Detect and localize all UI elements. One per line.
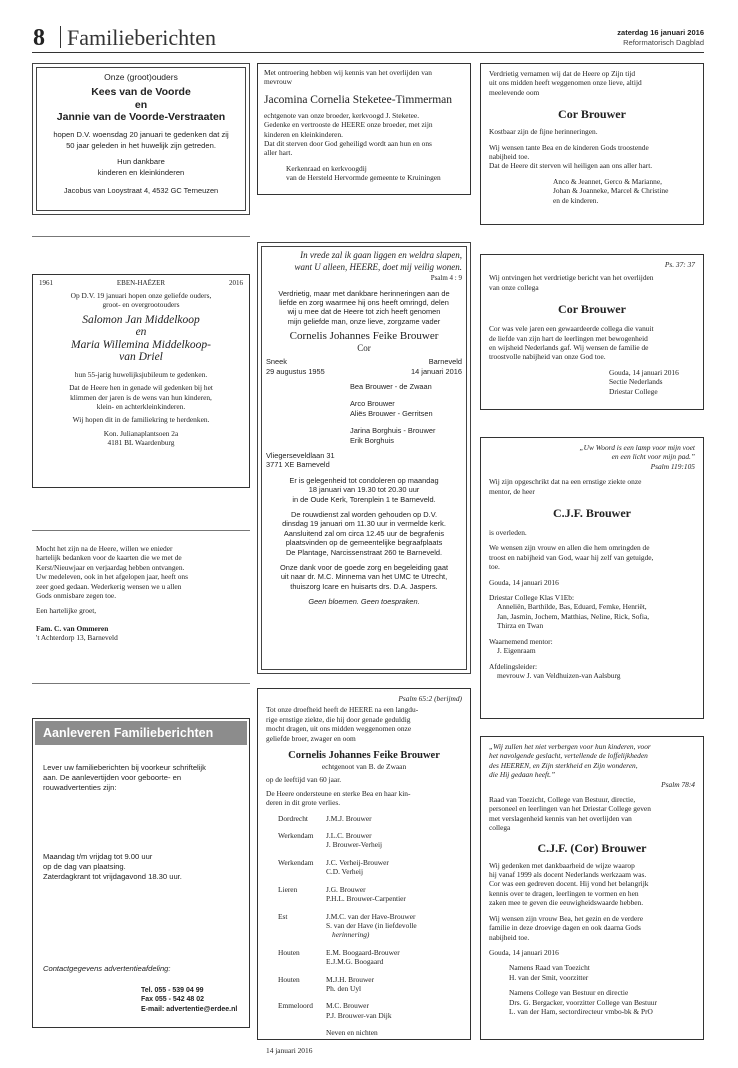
notice-text: mijn geliefde man, onze lieve, zorgzame vader — [287, 316, 441, 326]
notice-text: Gods onmisbare zegen toe. — [36, 591, 117, 601]
info-box-header: Aanleveren Familieberichten — [35, 721, 247, 745]
notice-text: echtgenote van onze broeder, kerkvoogd J. Steketee. — [264, 110, 420, 120]
notice-text: troostvolle nabijheid van onze God toe. — [489, 352, 606, 362]
info-text: aan. De aanlevertijden voor geboorte- en — [43, 772, 182, 782]
notice-text: De Plantage, Narcissenstraat 260 te Barneveld. — [285, 547, 443, 557]
notice-text: Wij zijn opgeschrikt dat na een ernstige ziekte onze — [489, 477, 642, 487]
notice-text: We wensen zijn vrouw en allen die hem omringden de — [489, 543, 650, 553]
family-place: Werkendam — [278, 831, 314, 841]
notice-signature: Sectie Nederlands — [609, 377, 663, 387]
notice-text: De rouwdienst zal worden gehouden op D.V. — [291, 510, 437, 519]
notice-text: Verdrietig, maar met dankbare herinneringen aan de — [278, 288, 450, 298]
column-rule — [32, 236, 250, 237]
column-rule — [32, 530, 250, 531]
notice-text: 50 jaar geleden in het huwelijk zijn getreden. — [66, 140, 216, 150]
notice-text: uit naar dr. M.C. Minnema van het UMC te Utrecht, — [280, 572, 448, 582]
notice-text: Hun dankbare — [117, 157, 165, 166]
notice-text: is overleden. — [489, 528, 527, 538]
notice-text: Verdrietig vernamen wij dat de Heere op Zijn tijd — [489, 69, 636, 78]
notice-death-family — [257, 242, 471, 674]
info-phone: Tel. 055 - 539 04 99 — [141, 986, 204, 994]
notice-text: wij u mee dat de Heere tot zich heeft genomen — [287, 307, 441, 317]
notice-text: deren in dit grote verlies. — [266, 798, 341, 808]
notice-death-date: 14 januari 2016 — [411, 366, 462, 376]
notice-name: Kees van de Voorde — [91, 86, 191, 98]
notice-text: zeer goed gedaan. Wederkerig wensen we u allen — [36, 581, 182, 591]
notice-date: Gouda, 14 januari 2016 — [489, 577, 559, 587]
notice-family-member: Jarina Borghuis - Brouwer — [350, 426, 436, 436]
notice-text: rige ernstige ziekte, die hij door genade geduldig — [266, 714, 411, 724]
notice-text: liefde en zorg waarmee hij ons heeft omringd, delen — [279, 297, 449, 307]
notice-name: Cornelis Johannes Feike Brouwer — [288, 750, 440, 762]
notice-verse-ref: Psalm 4 : 9 — [430, 274, 462, 282]
notice-name: Cor Brouwer — [558, 107, 626, 122]
notice-text: Wij wensen tante Bea en de kinderen Gods troostende — [489, 142, 649, 152]
notice-text: mevrouw — [264, 77, 292, 87]
notice-text: hartelijk bedanken voor de kaarten die we met de — [36, 553, 182, 563]
notice-en: en — [135, 326, 147, 339]
notice-text: Dat dit sterven door God geheiligd wordt aan hun en ons — [264, 139, 432, 149]
notice-text: troost en nabijheid van God, waar hij zelf van getuigde, — [489, 552, 654, 562]
notice-text: Aansluitend zal om circa 12.45 uur de begrafenis — [283, 528, 445, 538]
notice-verse-ref: Psalm 78:4 — [661, 779, 695, 789]
notice-signature: van de Hersteld Hervormde gemeente te Kruiningen — [286, 173, 441, 183]
notice-death-place: Barneveld — [428, 357, 462, 367]
notice-text: Wij gedenken met dankbaarheid de wijze waarop — [489, 860, 635, 870]
notice-text: mentor, de heer — [489, 486, 535, 496]
notice-spouse: echtgenoot van B. de Zwaan — [321, 762, 407, 772]
notice-name: Maria Willemina Middelkoop- — [71, 338, 211, 351]
notice-date: Gouda, 14 januari 2016 — [489, 947, 559, 957]
notice-death-nephews — [480, 63, 704, 225]
notice-mentor-class — [480, 437, 704, 719]
notice-signature: Gouda, 14 januari 2016 — [609, 367, 679, 377]
family-name: J.C. Verheij-Brouwer — [326, 857, 389, 867]
notice-text: in de Oude Kerk, Torenplein 1 te Barneveld. — [292, 494, 436, 504]
page-number: 8 — [33, 25, 45, 51]
notice-text: hopen D.V. woensdag 20 januari te gedenken dat zij — [53, 130, 229, 139]
notice-name: C.J.F. (Cor) Brouwer — [537, 840, 647, 855]
notice-en: en — [134, 99, 148, 111]
notice-signature: H. van der Smit, voorzitter — [509, 972, 589, 982]
notice-signature: mevrouw J. van Veldhuizen-van Aalsburg — [497, 670, 621, 680]
notice-colleague-driestar — [480, 736, 704, 1040]
notice-text: Wij ontvingen het verdrietige bericht van het overlijden — [489, 273, 654, 283]
notice-colleague-sectie — [480, 254, 704, 410]
notice-text: klimmen der jaren is de wens van hun kinderen, — [70, 392, 212, 402]
family-name: P.J. Brouwer-van Dijk — [326, 1010, 392, 1020]
notice-text: collega — [489, 823, 511, 833]
notice-psalm: Ps. 37: 37 — [664, 260, 695, 269]
family-name: J.G. Brouwer — [326, 884, 366, 894]
notice-text: van onze collega — [489, 282, 539, 292]
notice-birth-date: 29 augustus 1955 — [266, 366, 325, 376]
notice-text: uit ons midden heeft weggenomen onze lieve, altijd — [489, 78, 642, 88]
notice-text: personeel en leerlingen van het Driestar College geven — [489, 804, 651, 814]
family-name: M.J.H. Brouwer — [326, 974, 375, 984]
notice-age: op de leeftijd van 60 jaar. — [266, 775, 342, 785]
info-text: rouwadvertenties zijn: — [43, 782, 117, 792]
notice-text: Wij wensen zijn vrouw Bea, het gezin en de verdere — [489, 913, 644, 923]
notice-text: groot- en overgrootouders — [102, 300, 180, 310]
notice-label: Afdelingsleider: — [489, 661, 538, 671]
family-name: herinnering) — [332, 930, 370, 940]
notice-anniversary-vandevoorde — [32, 63, 250, 215]
section-title: Familieberichten — [67, 25, 217, 50]
notice-verse: en een licht voor mijn pad.” — [611, 452, 695, 462]
notice-text: Raad van Toezicht, College van Bestuur, directie, — [489, 795, 636, 805]
notice-motto: EBEN-HAËZER — [116, 279, 166, 287]
notice-text: Mocht het zijn na de Heere, willen we enieder — [36, 544, 173, 553]
notice-intro: Onze (groot)ouders — [104, 72, 178, 82]
notice-anniversary-middelkoop — [32, 274, 250, 488]
notice-text: Thirza en Twan — [497, 621, 544, 631]
notice-name: Fam. C. van Ommeren — [36, 623, 109, 633]
notice-text: Geen bloemen. Geen toespraken. — [308, 597, 420, 607]
notice-text: met verslagenheid kennis van het overlijden van — [489, 813, 632, 823]
family-name: J.M.J. Brouwer — [326, 813, 372, 823]
notice-label: Driestar College Klas V1Eb: — [489, 593, 575, 603]
family-entry — [278, 858, 462, 877]
notice-text: Een hartelijke groet, — [36, 606, 97, 616]
notice-text: De Heere ondersteune en sterke Bea en haar kin- — [266, 788, 411, 798]
notice-name: Cor Brouwer — [558, 302, 626, 317]
notice-signature: en de kinderen. — [553, 195, 599, 205]
notice-signature: Namens College van Bestuur en directie — [509, 988, 629, 998]
notice-text: de liefde van zijn hart de leerlingen met bewogenheid — [489, 333, 648, 343]
family-place: Lieren — [278, 884, 298, 894]
family-name: J.L.C. Brouwer — [326, 831, 372, 841]
family-nephews: Neven en nichten — [326, 1028, 378, 1038]
family-entry — [278, 831, 462, 850]
family-place: Houten — [278, 947, 300, 957]
notice-text: Cor was een gedreven docent. Hij vond het belangrijk — [489, 879, 649, 889]
notice-verse: het navolgende geslacht, vertellende de loffelijkheden — [489, 751, 648, 761]
notice-family-member: Bea Brouwer - de Zwaan — [350, 381, 432, 391]
notice-text: Er is gelegenheid tot condoleren op maandag — [289, 475, 439, 485]
family-entry — [278, 975, 462, 994]
family-entry — [278, 948, 462, 967]
notice-text: toe. — [489, 562, 500, 572]
family-name: M.C. Brouwer — [326, 1001, 369, 1011]
notice-text: nabijheid toe. — [489, 932, 530, 942]
family-name: J. Brouwer-Verheij — [326, 840, 383, 850]
notice-verse: die Hij gedaan heeft.” — [489, 770, 556, 780]
family-entry — [278, 814, 462, 823]
notice-text: Dat de Heere hen in genade wil gedenken bij het — [69, 383, 213, 393]
notice-verse: In vrede zal ik gaan liggen en weldra slapen, — [300, 250, 462, 260]
info-text: Lever uw familieberichten bij voorkeur schriftelijk — [43, 763, 206, 772]
family-place: Werkendam — [278, 857, 314, 867]
notice-signature: L. van der Ham, sectordirecteur vmbo-bk & PrO — [509, 1006, 653, 1016]
notice-text: Gedenke en vertrooste de HEERE onze broeder, met zijn — [264, 120, 433, 130]
info-email[interactable]: E-mail: advertentie@erdee.nl — [141, 1005, 238, 1013]
family-name: C.D. Verheij — [326, 867, 364, 877]
info-text: op de dag van plaatsing. — [43, 862, 126, 872]
notice-verse: want U alleen, HEERE, doet mij veilig wonen. — [294, 261, 462, 272]
header-paper: Reformatorisch Dagblad — [623, 38, 704, 47]
notice-text: Onze dank voor de goede zorg en begeleiding gaat — [279, 563, 449, 573]
family-place: Est — [278, 911, 288, 921]
header-date: zaterdag 16 januari 2016 — [617, 28, 704, 37]
info-box-aanleveren — [32, 718, 250, 1028]
notice-text: Tot onze droefheid heeft de HEERE na een langdu- — [266, 705, 419, 715]
notice-address: Vliegerseveldlaan 31 — [266, 450, 335, 460]
notice-text: kennis over te dragen, leerlingen te vormen en hen — [489, 888, 639, 898]
notice-address: Kon. Julianaplantsoen 2a — [103, 428, 179, 438]
notice-name: C.J.F. Brouwer — [553, 506, 631, 521]
notice-thanks-vanommeren — [36, 544, 248, 643]
notice-signature: J. Eigenraam — [497, 646, 536, 656]
notice-text: kinderen en kleinkinderen. — [264, 129, 344, 139]
notice-address: 4181 BL Waardenburg — [107, 438, 175, 448]
notice-name: Cornelis Johannes Feike Brouwer — [289, 330, 439, 343]
notice-signature: Namens Raad van Toezicht — [509, 963, 590, 973]
notice-text: geliefde broer, zwager en oom — [266, 733, 356, 743]
family-place: Dordrecht — [278, 813, 308, 823]
notice-text: hun 55-jarig huwelijksjubileum te gedenken. — [74, 369, 208, 379]
info-text: Maandag t/m vrijdag tot 9.00 uur — [43, 852, 153, 862]
family-name: E.M. Boogaard-Brouwer — [326, 947, 400, 957]
notice-verse-ref: Psalm 119:105 — [650, 461, 695, 471]
notice-verse: „Wij zullen het niet verbergen voor hun kinderen, voor — [489, 742, 651, 751]
notice-signature: Driestar College — [609, 386, 658, 396]
family-name: Ph. den Uyl — [326, 983, 362, 993]
notice-death-siblings — [257, 688, 471, 1055]
notice-family-member: Aliës Brouwer - Gerritsen — [350, 408, 433, 418]
notice-birth-place: Sneek — [266, 357, 287, 367]
notice-text: klein- en achterkleinkinderen. — [96, 402, 186, 412]
notice-text: Op D.V. 19 januari hopen onze geliefde ouders, — [70, 291, 212, 300]
notice-name: van Driel — [119, 351, 163, 364]
notice-verse: „Uw Woord is een lamp voor mijn voet — [579, 443, 695, 452]
notice-text: 18 januari van 19.30 tot 20.30 uur — [308, 485, 420, 495]
header-divider — [60, 26, 61, 48]
family-entry — [278, 885, 462, 904]
notice-signature: Johan & Joanneke, Marcel & Christine — [553, 186, 669, 196]
notice-year: 2016 — [229, 279, 243, 287]
notice-text: Dat de Heere dit sterven wil heiligen aan ons aller hart. — [489, 161, 653, 171]
family-name: P.H.L. Brouwer-Carpentier — [326, 894, 406, 904]
notice-signature: Drs. G. Bergacker, voorzitter College van Bestuur — [509, 997, 657, 1007]
notice-text: dinsdag 19 januari om 11.30 uur in vermelde kerk. — [282, 519, 446, 529]
notice-name: Jacomina Cornelia Steketee-Timmerman — [264, 93, 452, 106]
notice-text: Uw medeleven, ook in het afgelopen jaar, heeft ons — [36, 572, 188, 582]
notice-text: en wijsheid Nederlands gaf. Wij wensen de familie de — [489, 343, 649, 353]
family-place: Emmeloord — [278, 1001, 313, 1011]
column-rule — [32, 683, 250, 684]
family-name: E.J.M.G. Boogaard — [326, 957, 384, 967]
notice-verse: des HEEREN, en Zijn sterkheid en Zijn wonderen, — [489, 760, 638, 770]
notice-text: aller hart. — [264, 148, 293, 158]
notice-text: kinderen en kleinkinderen — [97, 167, 185, 177]
info-contact-label: Contactgegevens advertentieafdeling: — [43, 963, 171, 973]
notice-text: familie in deze droevige dagen en ook daarna Gods — [489, 923, 641, 933]
info-fax: Fax 055 - 542 48 02 — [141, 996, 205, 1004]
notice-text: Cor was vele jaren een gewaardeerde collega die vanuit — [489, 324, 654, 334]
notice-address: 't Achterdorp 13, Barneveld — [36, 633, 118, 643]
notice-text: Kostbaar zijn de fijne herinneringen. — [489, 127, 598, 137]
notice-text: mocht dragen, uit ons midden weggenomen onze — [266, 724, 412, 734]
notice-text: nabijheid toe. — [489, 152, 530, 162]
info-text: Zaterdagkrant tot vrijdagavond 18.30 uur. — [43, 871, 182, 881]
header-rule — [32, 52, 704, 53]
notice-family-member — [350, 391, 462, 399]
notice-text: Kerst/Nieuwjaar en verjaardag hebben ontvangen. — [36, 562, 185, 572]
notice-family-member: Erik Borghuis — [350, 435, 394, 445]
notice-text: plaatsvinden op de gemeentelijke begraafplaats — [285, 538, 443, 548]
notice-address: 3771 XE Barneveld — [266, 460, 330, 470]
notice-family-member: Arco Brouwer — [350, 399, 395, 409]
notice-signature: Anco & Jeannet, Gerco & Marianne, — [553, 176, 662, 186]
notice-text: meelevende oom — [489, 87, 540, 97]
notice-year: 1961 — [39, 279, 53, 287]
family-entry — [278, 912, 462, 940]
notice-label: Waarnemend mentor: — [489, 636, 553, 646]
notice-text: Wij hopen dit in de familiekring te herdenken. — [72, 415, 210, 425]
notice-text: Met ontroering hebben wij kennis van het overlijden van — [264, 68, 432, 77]
notice-name: Salomon Jan Middelkoop — [82, 313, 200, 326]
notice-condolence-steketee — [257, 63, 471, 195]
notice-family-member — [350, 418, 462, 426]
notice-text: Anneliën, Barthilde, Bas, Eduard, Femke, Henriët, — [497, 602, 647, 612]
notice-callname: Cor — [357, 343, 371, 354]
family-name: S. van der Have (in liefdevolle — [326, 920, 417, 930]
family-place: Houten — [278, 974, 300, 984]
notice-name: Jannie van de Voorde-Verstraaten — [56, 111, 226, 123]
notice-psalm: Psalm 65:2 (berijmd) — [398, 694, 462, 703]
notice-address: Jacobus van Looystraat 4, 4532 GC Terneuzen — [63, 186, 219, 195]
family-name: J.M.C. van der Have-Brouwer — [326, 911, 416, 921]
notice-date: 14 januari 2016 — [266, 1045, 313, 1055]
notice-text: Jan, Jasmin, Jochem, Matthias, Neline, Rick, Sofia, — [497, 611, 650, 621]
notice-text: hij vanaf 1999 als docent Nederlands werkzaam was. — [489, 870, 647, 880]
notice-text: thuiszorg Icare en huisarts drs. D.A. Jaspers. — [290, 581, 438, 591]
notice-signature: Kerkenraad en kerkvoogdij — [286, 163, 367, 173]
notice-text: zaken mee te geven die eeuwigheidswaarde hebben. — [489, 898, 644, 908]
family-entry — [278, 1001, 462, 1020]
